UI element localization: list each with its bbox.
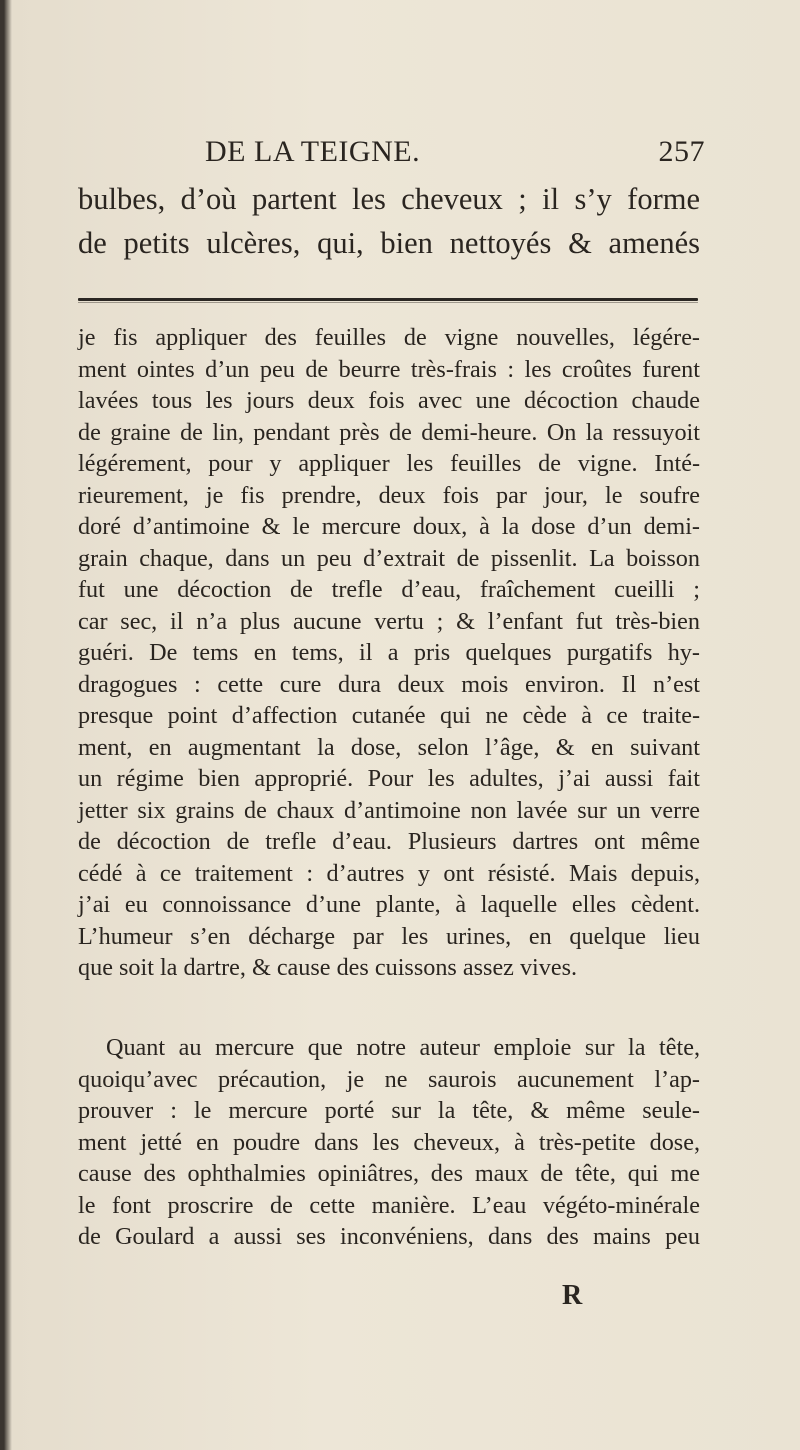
footnote-rule-shadow bbox=[78, 302, 698, 303]
commentary-block bbox=[78, 1032, 700, 1253]
footnote-line: légérement, pour y appliquer les feuilles de vigne. Inté- bbox=[78, 450, 700, 477]
commentary-line: prouver : le mercure porté sur la tête, & même seule- bbox=[78, 1097, 700, 1124]
footnote-line: doré d’antimoine & le mercure doux, à la dose d’un demi- bbox=[78, 513, 700, 540]
footnote-line: grain chaque, dans un peu d’extrait de pissenlit. La boisson bbox=[78, 544, 700, 572]
footnote-block bbox=[78, 322, 700, 984]
commentary-line: quoiqu’avec précaution, je ne saurois aucunement l’ap- bbox=[78, 1065, 700, 1093]
footnote-line: rieurement, je fis prendre, deux fois par jour, le soufre bbox=[78, 481, 700, 509]
footnote-line: jetter six grains de chaux d’antimoine non lavée sur un verre bbox=[78, 796, 700, 824]
main-text-line: de petits ulcères, qui, bien nettoyés & amenés bbox=[78, 226, 700, 260]
footnote-rule bbox=[78, 298, 698, 301]
footnote-line: car sec, il n’a plus aucune vertu ; & l’enfant fut très-bien bbox=[78, 607, 700, 635]
running-title: DE LA TEIGNE. bbox=[205, 135, 421, 168]
footnote-line: lavées tous les jours deux fois avec une décoction chaude bbox=[78, 387, 700, 414]
page-number: 257 bbox=[658, 135, 705, 168]
commentary-line: le font proscrire de cette manière. L’eau végéto-minérale bbox=[78, 1191, 700, 1219]
commentary-line: ment jetté en poudre dans les cheveux, à très-petite dose, bbox=[78, 1128, 700, 1156]
footnote-line: un régime bien approprié. Pour les adultes, j’ai aussi fait bbox=[78, 765, 700, 792]
footnote-line: fut une décoction de trefle d’eau, fraîchement cueilli ; bbox=[78, 576, 700, 603]
footnote-line: de graine de lin, pendant près de demi-heure. On la ressuyoit bbox=[78, 418, 700, 446]
footnote-line: presque point d’affection cutanée qui ne cède à ce traite- bbox=[78, 702, 700, 729]
signature-mark: R bbox=[562, 1280, 583, 1311]
main-text-line: bulbes, d’où partent les cheveux ; il s’y forme bbox=[78, 182, 700, 216]
main-text bbox=[78, 177, 700, 265]
footnote-line: ment, en augmentant la dose, selon l’âge, & en suivant bbox=[78, 733, 700, 761]
commentary-line: cause des ophthalmies opiniâtres, des maux de tête, qui me bbox=[78, 1160, 700, 1187]
commentary-line: de Goulard a aussi ses inconvéniens, dans des mains peu bbox=[78, 1223, 700, 1250]
footnote-line: je fis appliquer des feuilles de vigne nouvelles, légére- bbox=[78, 324, 700, 351]
footnote-line: que soit la dartre, & cause des cuissons assez vives. bbox=[78, 954, 578, 981]
footnote-line: de décoction de trefle d’eau. Plusieurs dartres ont même bbox=[78, 828, 700, 855]
footnote-line: cédé à ce traitement : d’autres y ont résisté. Mais depuis, bbox=[78, 859, 700, 887]
running-header bbox=[205, 135, 705, 171]
commentary-line: Quant au mercure que notre auteur emploie sur la tête, bbox=[106, 1034, 700, 1061]
footnote-line: j’ai eu connoissance d’une plante, à laquelle elles cèdent. bbox=[78, 891, 700, 918]
footnote-line: guéri. De tems en tems, il a pris quelques purgatifs hy- bbox=[78, 639, 700, 666]
footnote-line: L’humeur s’en décharge par les urines, en quelque lieu bbox=[78, 922, 700, 950]
footnote-line: dragogues : cette cure dura deux mois environ. Il n’est bbox=[78, 670, 700, 698]
footnote-line: ment ointes d’un peu de beurre très-frais : les croûtes furent bbox=[78, 355, 700, 383]
